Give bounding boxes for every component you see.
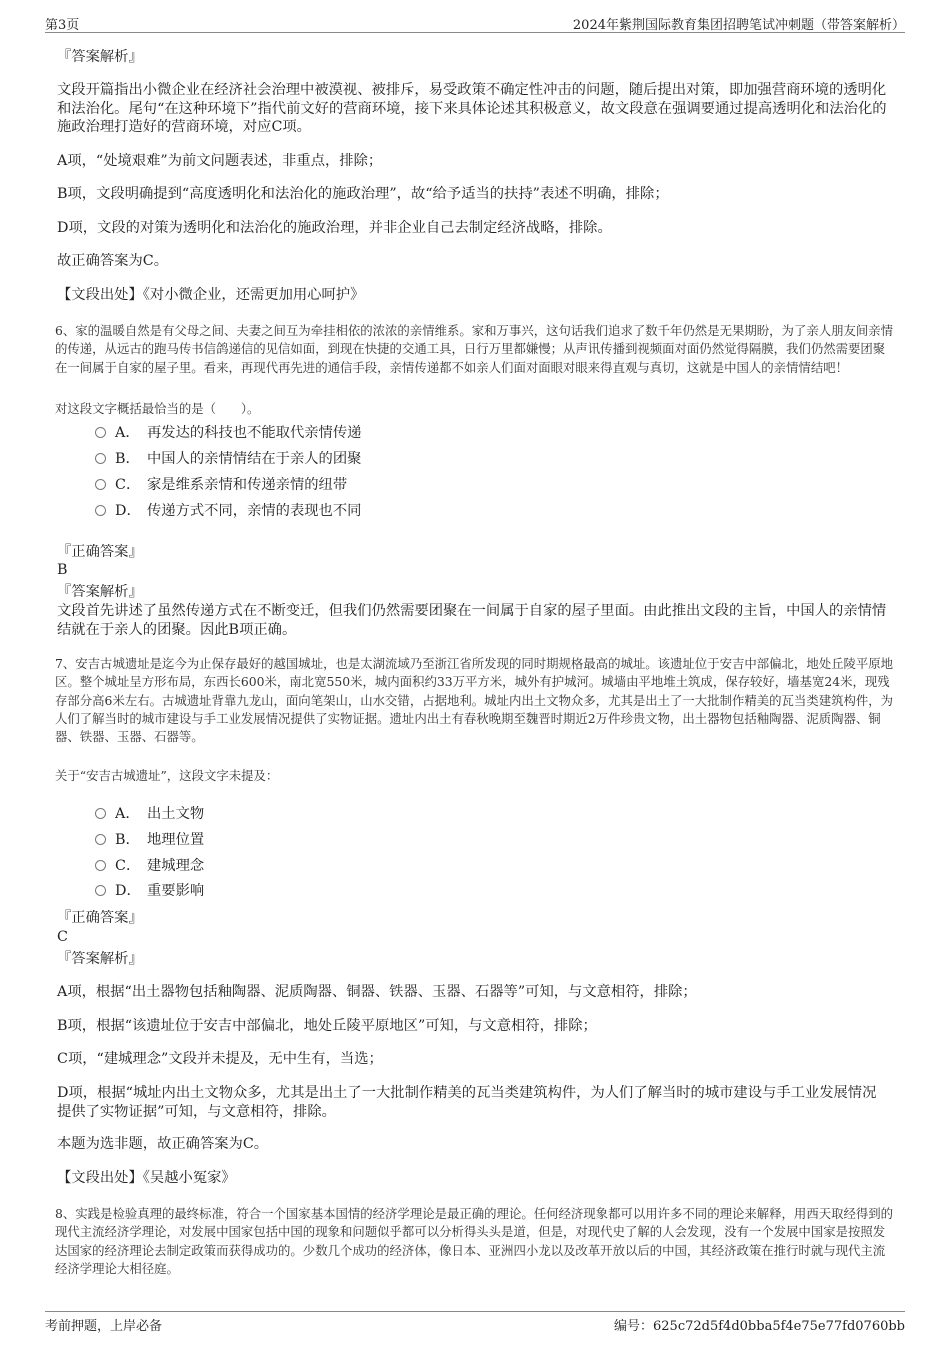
prev-source: 【文段出处】《对小微企业，还需更加用心呵护》 [57,287,365,303]
radio-icon[interactable] [95,860,106,871]
radio-icon[interactable] [95,505,106,516]
prev-option-d-analysis: D项，文段的对策为透明化和法治化的施政治理，并非企业自己去制定经济战略，排除。 [57,220,612,236]
q7-option-a-analysis: A项，根据“出土器物包括釉陶器、泥质陶器、铜器、铁器、玉器、石器等”可知，与文意相符，排除； [57,984,697,1000]
q7-conclusion: 本题为选非题，故正确答案为C。 [57,1136,269,1152]
q7-analysis-label: 『答案解析』 [57,951,143,967]
q6-option-c[interactable]: C． 家是维系亲情和传递亲情的纽带 [95,476,347,494]
radio-icon[interactable] [95,808,106,819]
q7-correct-label: 『正确答案』 [57,910,143,926]
q7-option-c-analysis: C项，“建城理念”文段并未提及，无中生有，当选； [57,1051,383,1067]
q7-option-d-analysis: D项，根据“城址内出土文物众多，尤其是出土了一大批制作精美的瓦当类建筑构件，为人们了解当时的城市建设与手工业发展情况提供了实物证据”可知，与文意相符，排除。 [57,1085,877,1120]
q8-stem: 8、实践是检验真理的最终标准，符合一个国家基本国情的经济学理论是最正确的理论。任何经济现象都可以用许多不同的理论来解释，用西天取经得到的现代主流经济学理论，对发展中国家包括中国的现象和问题似乎都可以分析得头头是道，但是，对现代史了解的人会发现，没有一个发展中国家是按照发达国家的经济理论去制定政策而获得成功的。少数几个成功的经济体，像日本、亚洲四小龙以及改革开放以后的中国，其经济政策在推行时就与现代主流经济学理论大相径庭。 [55,1206,894,1276]
page-header [45,10,905,33]
q7-source: 【文段出处】《吴越小冤家》 [57,1170,236,1186]
prev-analysis-text: 文段开篇指出小微企业在经济社会治理中被漠视、被排斥，易受政策不确定性冲击的问题，随后提出对策，即加强营商环境的透明化和法治化。尾句“在这种环境下”指代前文好的营商环境，接下来具体论述其积极意义，故文段意在强调要通过提高透明化和法治化的施政治理打造好的营商环境，对应C项。 [57,82,887,135]
prev-option-a-analysis: A项，“处境艰难”为前文问题表述，非重点，排除； [57,153,383,169]
page-number: 第3页 [45,18,80,33]
q7-option-b[interactable]: B． 地理位置 [95,831,204,849]
footer-slogan: 考前押题，上岸必备 [45,1319,163,1334]
q7-answer: C [57,929,68,945]
q7-option-d[interactable]: D． 重要影响 [95,882,204,900]
q6-analysis-label: 『答案解析』 [57,584,143,600]
q6-analysis-text: 文段首先讲述了虽然传递方式在不断变迁，但我们仍然需要团聚在一间属于自家的屋子里面。由此推出文段的主旨，中国人的亲情情结就在于亲人的团聚。因此B项正确。 [57,603,887,638]
q6-option-a[interactable]: A． 再发达的科技也不能取代亲情传递 [95,424,361,442]
q7-option-c[interactable]: C． 建城理念 [95,857,204,875]
q7-option-b-analysis: B项，根据“该遗址位于安吉中部偏北，地处丘陵平原地区”可知，与文意相符，排除； [57,1018,597,1034]
radio-icon[interactable] [95,479,106,490]
prev-conclusion: 故正确答案为C。 [57,253,169,269]
document-title: 2024年紫荆国际教育集团招聘笔试冲刺题（带答案解析） [572,18,905,33]
document-id: 编号：625c72d5f4d0bba5f4e75e77fd0760bb [614,1319,905,1334]
q6-option-b[interactable]: B． 中国人的亲情情结在于亲人的团聚 [95,450,361,468]
q6-stem: 6、家的温暖自然是有父母之间、夫妻之间互为牵挂相依的浓浓的亲情维系。家和万事兴，这句话我们追求了数千年仍然是无果期盼，为了亲人朋友间亲情的传递，从远古的跑马传书信鸽递信的见信如面，到现在快捷的交通工具，日行万里都嫌慢；从声讯传播到视频面对面仍然觉得隔膜，我们仍然需要团聚在一间属于自家的屋子里。看来，再现代再先进的通信手段，亲情传递都不如亲人们面对面眼对眼来得直观与真切，这就是中国人的亲情情结吧！ [55,323,894,375]
page-footer [45,1311,905,1336]
radio-icon[interactable] [95,885,106,896]
q6-answer: B [57,562,68,578]
radio-icon[interactable] [95,453,106,464]
q7-option-a[interactable]: A． 出土文物 [95,805,204,823]
q7-stem: 7、安吉古城遗址是迄今为止保存最好的越国城址，也是太湖流域乃至浙江省所发现的同时期规格最高的城址。该遗址位于安吉中部偏北，地处丘陵平原地区。整个城址呈方形布局，东西长600米，南北宽550米，城内面积约33万平方米，城外有护城河。城墙由平地堆土筑成，保存较好，墙基宽24米，现残存部分高6米左右。古城遗址背靠九龙山，面向笔架山，山水交错，占据地利。城址内出土文物众多，尤其是出土了一大批制作精美的瓦当类建筑构件，为人们了解当时的城市建设与手工业发展情况提供了实物证据。遗址内出土有春秋晚期至魏晋时期近2万件珍贵文物，出土器物包括釉陶器、泥质陶器、铜器、铁器、玉器、石器等。 [55,656,894,745]
radio-icon[interactable] [95,834,106,845]
prev-analysis-label: 『答案解析』 [57,49,143,65]
q6-correct-label: 『正确答案』 [57,544,143,560]
prev-option-b-analysis: B项，文段明确提到“高度透明化和法治化的施政治理”，故“给予适当的扶持”表述不明确，排除； [57,186,669,202]
q6-question: 对这段文字概括最恰当的是（ ）。 [55,401,260,416]
q7-question: 关于“安吉古城遗址”，这段文字未提及： [55,768,279,783]
q6-option-d[interactable]: D． 传递方式不同，亲情的表现也不同 [95,502,361,520]
radio-icon[interactable] [95,427,106,438]
